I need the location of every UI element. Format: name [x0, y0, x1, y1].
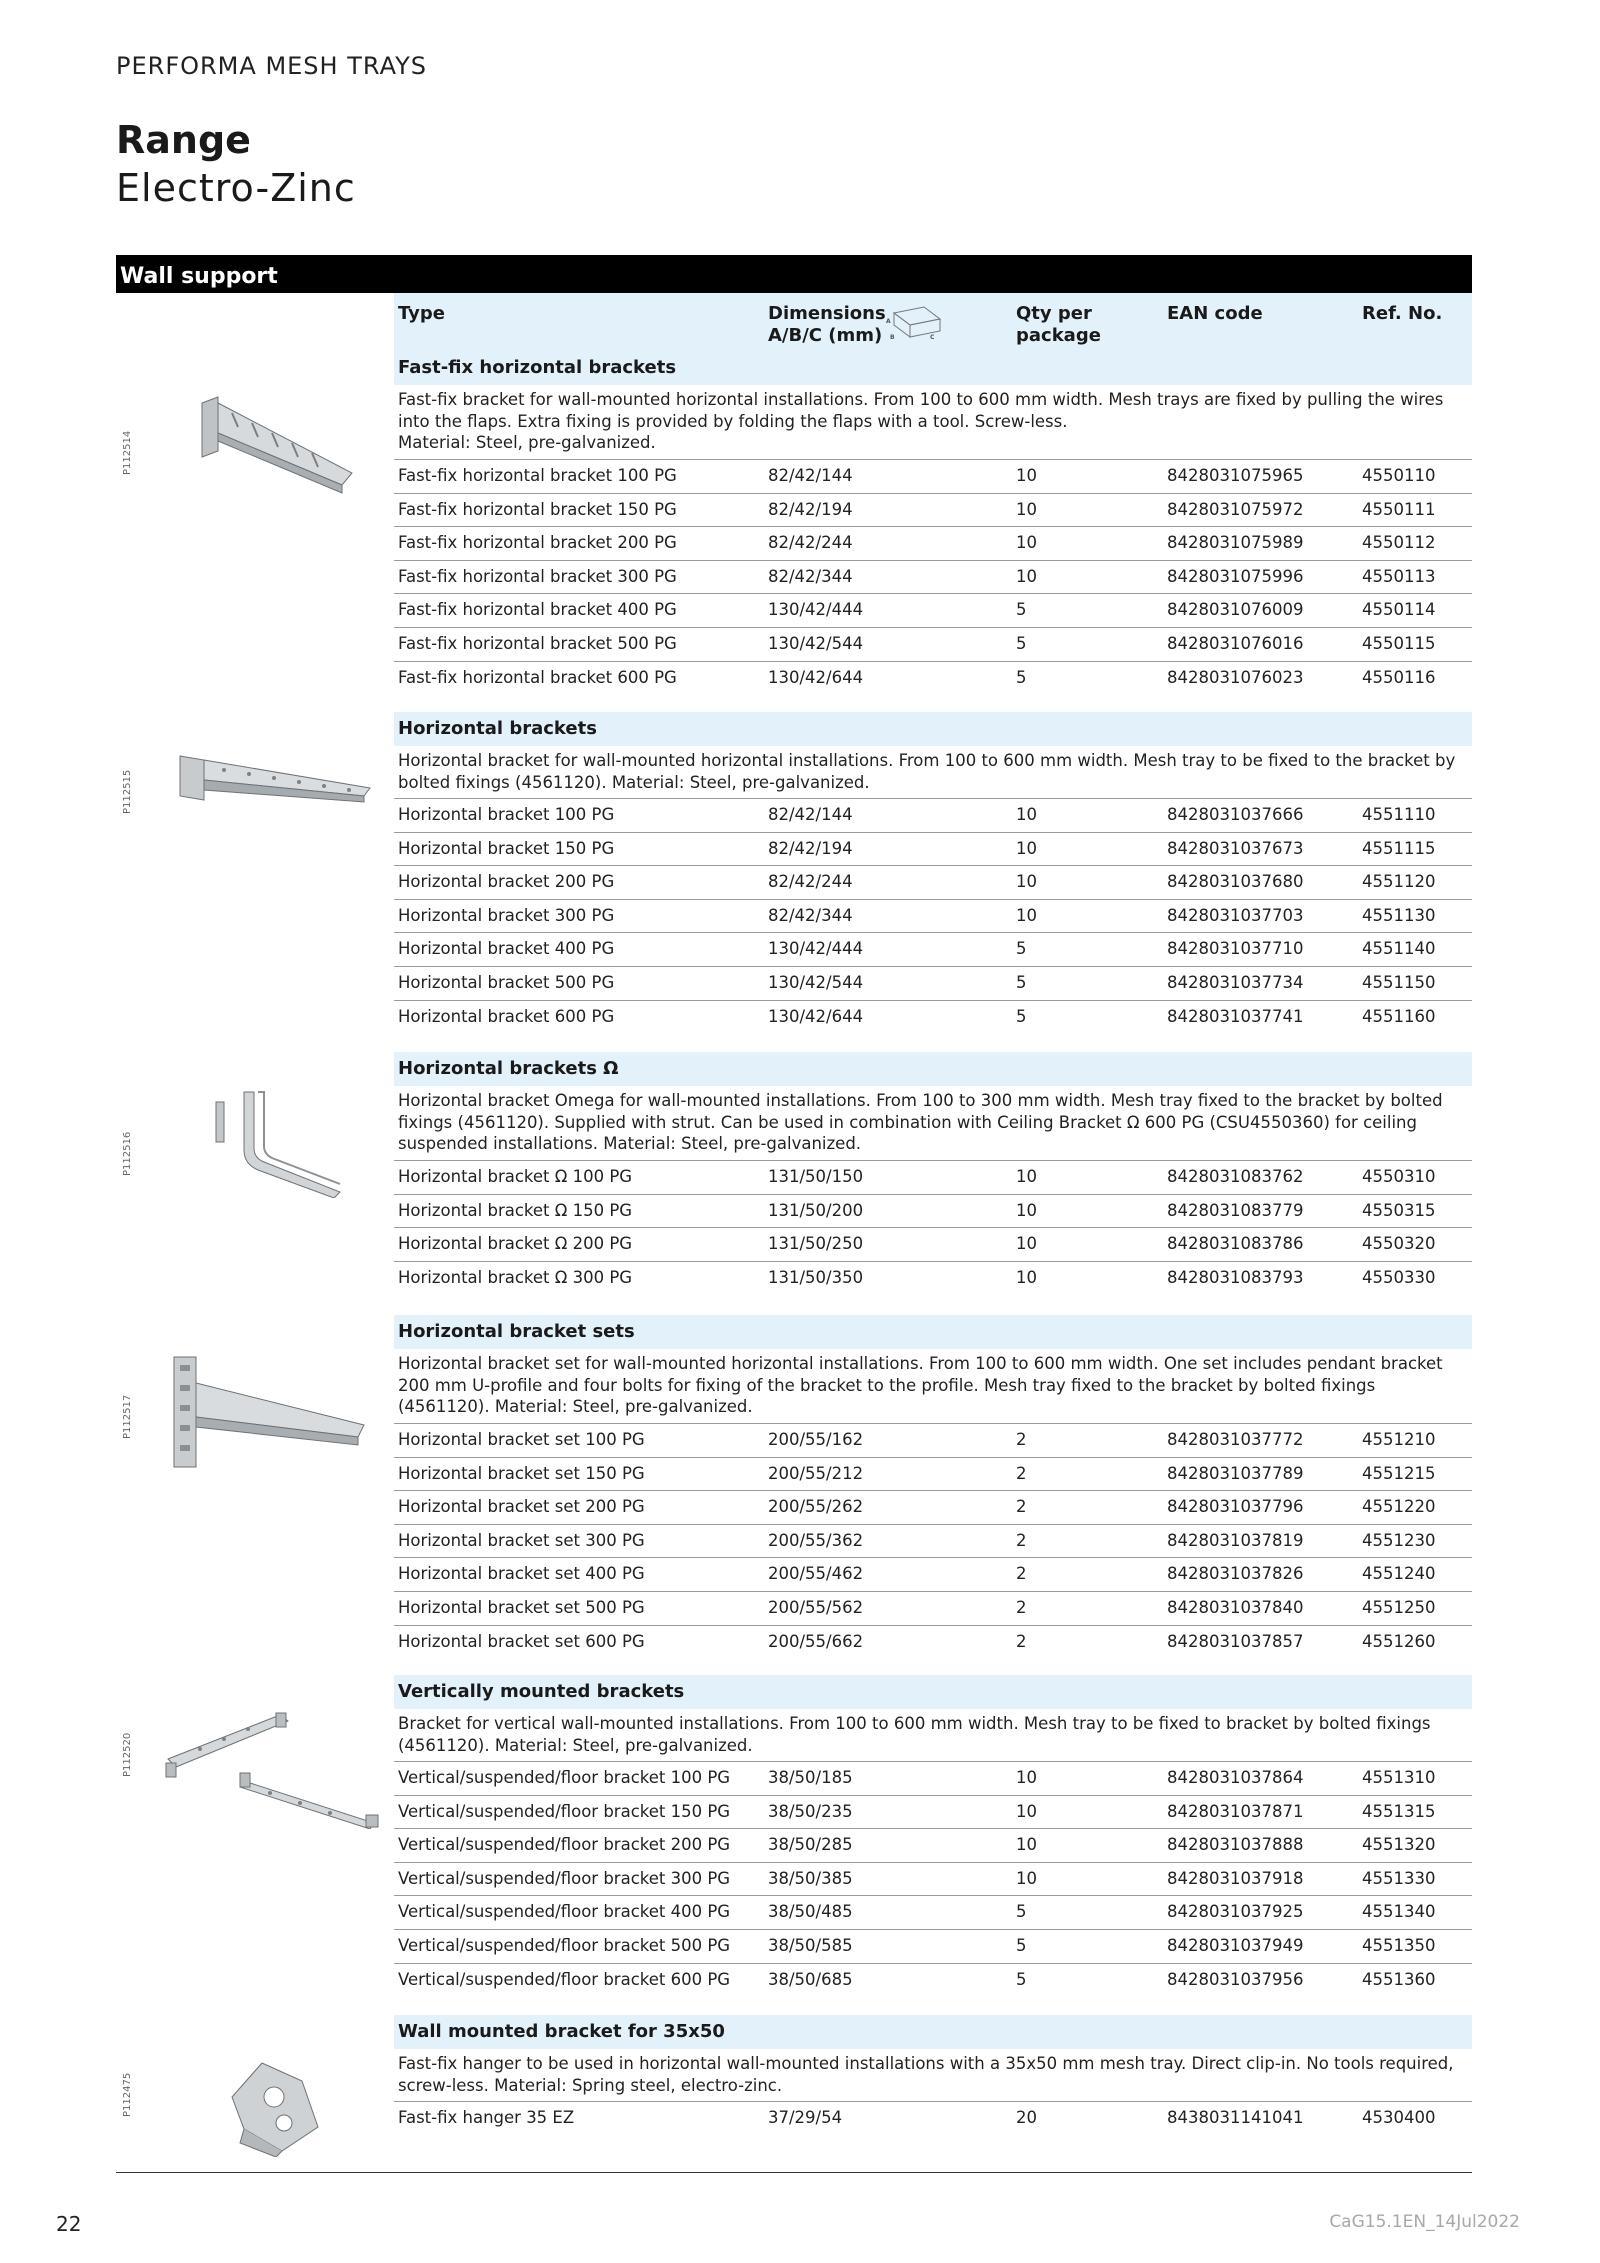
cell-qty: 10 [1016, 1835, 1037, 1855]
cell-type: Horizontal bracket set 600 PG [398, 1631, 645, 1651]
photo-code: P112514 [122, 430, 133, 475]
cell-ref: 4551260 [1362, 1631, 1436, 1651]
cell-dimensions: 38/50/585 [768, 1935, 853, 1955]
table-row [394, 526, 1472, 560]
product-table [394, 798, 1472, 1033]
table-row [394, 661, 1472, 695]
page-subtitle: Electro-Zinc [116, 166, 356, 210]
cell-ean: 8428031076023 [1167, 667, 1304, 687]
cell-type: Vertical/suspended/floor bracket 300 PG [398, 1868, 731, 1888]
product-image [168, 1353, 368, 1477]
table-row [394, 1423, 1472, 1457]
cell-ref: 4551215 [1362, 1463, 1436, 1483]
cell-ean: 8428031083786 [1167, 1234, 1304, 1254]
cell-ean: 8428031037956 [1167, 1969, 1304, 1989]
cell-dimensions: 130/42/444 [768, 939, 864, 959]
cell-ref: 4551330 [1362, 1868, 1436, 1888]
cell-type: Horizontal bracket set 200 PG [398, 1497, 645, 1517]
cell-dimensions: 200/55/562 [768, 1597, 864, 1617]
table-row [394, 1963, 1472, 1997]
table-row [394, 1761, 1472, 1795]
column-type: Type [398, 303, 445, 324]
cell-ean: 8428031037819 [1167, 1530, 1304, 1550]
cell-ref: 4550113 [1362, 566, 1436, 586]
cell-dimensions: 82/42/244 [768, 872, 853, 892]
column-dimensions: Dimensions A/B/C (mm) [768, 303, 886, 346]
cell-type: Vertical/suspended/floor bracket 500 PG [398, 1935, 731, 1955]
cell-ref: 4551350 [1362, 1935, 1436, 1955]
cell-qty: 5 [1016, 972, 1027, 992]
table-row [394, 1862, 1472, 1896]
cell-ref: 4550112 [1362, 533, 1436, 553]
cell-ean: 8428031037888 [1167, 1835, 1304, 1855]
group-title-text: Horizontal brackets Ω [398, 1058, 619, 1079]
cell-dimensions: 200/55/462 [768, 1564, 864, 1584]
cell-qty: 10 [1016, 1167, 1037, 1186]
table-row [394, 1160, 1472, 1194]
cell-ean: 8428031037789 [1167, 1463, 1304, 1483]
cell-type: Vertical/suspended/floor bracket 600 PG [398, 1969, 731, 1989]
cell-ref: 4551115 [1362, 838, 1436, 858]
product-table [394, 1160, 1472, 1294]
cell-ref: 4551240 [1362, 1564, 1436, 1584]
cell-dimensions: 131/50/350 [768, 1267, 864, 1287]
product-table [394, 1423, 1472, 1658]
cell-ean: 8428031083779 [1167, 1200, 1304, 1220]
cell-ref: 4551250 [1362, 1597, 1436, 1617]
cell-type: Horizontal bracket Ω 200 PG [398, 1234, 633, 1254]
table-row [394, 1625, 1472, 1659]
page-title: Range [116, 118, 251, 162]
cell-ean: 8428031037666 [1167, 805, 1304, 824]
photo-code: P112515 [122, 769, 133, 814]
product-table [394, 2101, 1472, 2135]
cell-dimensions: 38/50/485 [768, 1902, 853, 1922]
svg-text:C: C [930, 334, 935, 341]
cell-qty: 10 [1016, 805, 1037, 824]
product-table [394, 459, 1472, 694]
cell-qty: 5 [1016, 1902, 1027, 1922]
cell-type: Vertical/suspended/floor bracket 150 PG [398, 1801, 731, 1821]
cell-ref: 4550114 [1362, 600, 1436, 620]
svg-text:A: A [886, 318, 891, 325]
group-title [394, 2015, 1472, 2049]
footer-divider [116, 2172, 1472, 2173]
cell-type: Horizontal bracket 150 PG [398, 838, 615, 858]
cell-dimensions: 38/50/685 [768, 1969, 853, 1989]
table-row [394, 1000, 1472, 1034]
cell-ean: 8428031076016 [1167, 633, 1304, 653]
cell-qty: 10 [1016, 1768, 1037, 1787]
cell-ref: 4551110 [1362, 805, 1436, 824]
group-title [394, 712, 1472, 746]
group-title [394, 1675, 1472, 1709]
cell-ref: 4550115 [1362, 633, 1436, 653]
group-title-text: Wall mounted bracket for 35x50 [398, 2021, 725, 2042]
table-row [394, 493, 1472, 527]
cell-ean: 8428031037918 [1167, 1868, 1304, 1888]
cell-ean: 8428031075972 [1167, 499, 1304, 519]
cell-ref: 4550111 [1362, 499, 1436, 519]
cell-ref: 4550315 [1362, 1200, 1436, 1220]
cell-type: Fast-fix horizontal bracket 150 PG [398, 499, 677, 519]
table-row [394, 1524, 1472, 1558]
cell-ean: 8428031037840 [1167, 1597, 1304, 1617]
cell-dimensions: 130/42/544 [768, 972, 864, 992]
table-row [394, 1227, 1472, 1261]
cell-dimensions: 82/42/194 [768, 499, 853, 519]
cell-ean: 8428031037741 [1167, 1006, 1304, 1026]
table-row [394, 865, 1472, 899]
cell-qty: 10 [1016, 1267, 1037, 1287]
cell-ref: 4551150 [1362, 972, 1436, 992]
cell-ref: 4550310 [1362, 1167, 1436, 1186]
table-row [394, 1457, 1472, 1491]
cell-ean: 8428031037710 [1167, 939, 1304, 959]
product-table [394, 1761, 1472, 1996]
table-row [394, 627, 1472, 661]
photo-code: P112517 [122, 1394, 133, 1439]
table-row [394, 832, 1472, 866]
table-row [394, 560, 1472, 594]
table-row [394, 1490, 1472, 1524]
cell-dimensions: 82/42/344 [768, 905, 853, 925]
cell-type: Horizontal bracket 100 PG [398, 805, 615, 824]
product-image [200, 1088, 350, 1202]
cell-dimensions: 38/50/385 [768, 1868, 853, 1888]
cell-type: Fast-fix horizontal bracket 600 PG [398, 667, 677, 687]
cell-qty: 2 [1016, 1597, 1027, 1617]
cell-qty: 10 [1016, 1200, 1037, 1220]
cell-dimensions: 38/50/185 [768, 1768, 853, 1787]
cell-dimensions: 131/50/250 [768, 1234, 864, 1254]
cell-ref: 4551315 [1362, 1801, 1436, 1821]
cell-dimensions: 82/42/194 [768, 838, 853, 858]
group-description: Fast-fix bracket for wall-mounted horizontal installations. From 100 to 600 mm width. Mesh trays are fixed by pulling the wires into the flaps. Extra fixing is provided by folding the flaps with a tool. Screw-less. Material: Steel, pre-galvanized. [398, 390, 1444, 452]
cell-ref: 4551140 [1362, 939, 1436, 959]
photo-code: P112475 [122, 2072, 133, 2117]
column-ref: Ref. No. [1362, 303, 1443, 324]
cell-type: Horizontal bracket set 400 PG [398, 1564, 645, 1584]
cell-type: Vertical/suspended/floor bracket 400 PG [398, 1902, 731, 1922]
cell-type: Fast-fix hanger 35 EZ [398, 2108, 575, 2127]
cell-ean: 8428031037673 [1167, 838, 1304, 858]
cell-ref: 4551120 [1362, 872, 1436, 892]
cell-qty: 5 [1016, 667, 1027, 687]
cell-ref: 4551360 [1362, 1969, 1436, 1989]
cell-qty: 5 [1016, 600, 1027, 620]
cell-qty: 10 [1016, 533, 1037, 553]
cell-dimensions: 37/29/54 [768, 2108, 843, 2127]
photo-code: P112516 [122, 1131, 133, 1176]
cell-ean: 8428031037772 [1167, 1430, 1304, 1449]
table-row [394, 459, 1472, 493]
photo-code: P112520 [122, 1732, 133, 1777]
cell-dimensions: 200/55/362 [768, 1530, 864, 1550]
group-title [394, 1315, 1472, 1349]
cell-ean: 8428031037680 [1167, 872, 1304, 892]
cell-type: Horizontal bracket 600 PG [398, 1006, 615, 1026]
cell-ean: 8428031037857 [1167, 1631, 1304, 1651]
cell-dimensions: 130/42/544 [768, 633, 864, 653]
cell-qty: 10 [1016, 566, 1037, 586]
cell-dimensions: 38/50/285 [768, 1835, 853, 1855]
cell-dimensions: 131/50/200 [768, 1200, 864, 1220]
cell-qty: 10 [1016, 1234, 1037, 1254]
group-description: Fast-fix hanger to be used in horizontal wall-mounted installations with a 35x50 mm mesh tray. Direct clip-in. No tools required, screw-less. Material: Spring steel, electro-zinc. [398, 2054, 1454, 2095]
cell-ean: 8428031037734 [1167, 972, 1304, 992]
cell-type: Fast-fix horizontal bracket 200 PG [398, 533, 677, 553]
cell-qty: 10 [1016, 838, 1037, 858]
cell-qty: 5 [1016, 939, 1027, 959]
cell-ean: 8428031075965 [1167, 466, 1304, 485]
cell-ref: 4551310 [1362, 1768, 1436, 1787]
cell-type: Horizontal bracket 500 PG [398, 972, 615, 992]
cell-dimensions: 130/42/644 [768, 1006, 864, 1026]
cell-qty: 10 [1016, 466, 1037, 485]
cell-type: Vertical/suspended/floor bracket 200 PG [398, 1835, 731, 1855]
cell-ref: 4551210 [1362, 1430, 1436, 1449]
cell-type: Horizontal bracket 200 PG [398, 872, 615, 892]
cell-ean: 8428031075996 [1167, 566, 1304, 586]
table-row [394, 1591, 1472, 1625]
dimensions-diagram-icon [884, 305, 948, 341]
cell-qty: 5 [1016, 633, 1027, 653]
cell-ref: 4551220 [1362, 1497, 1436, 1517]
page-number: 22 [56, 2212, 82, 2236]
cell-type: Horizontal bracket set 150 PG [398, 1463, 645, 1483]
cell-ean: 8428031037703 [1167, 905, 1304, 925]
cell-dimensions: 82/42/144 [768, 805, 853, 824]
product-image [160, 1709, 390, 1833]
cell-ean: 8438031141041 [1167, 2108, 1304, 2127]
cell-ean: 8428031037826 [1167, 1564, 1304, 1584]
section-header: Wall support [116, 255, 1472, 293]
cell-qty: 2 [1016, 1463, 1027, 1483]
svg-text:B: B [890, 334, 895, 341]
cell-qty: 2 [1016, 1430, 1027, 1449]
cell-qty: 5 [1016, 1935, 1027, 1955]
cell-dimensions: 38/50/235 [768, 1801, 853, 1821]
column-qty: Qty per package [1016, 303, 1101, 346]
group-title [394, 351, 1472, 385]
group-description: Horizontal bracket for wall-mounted horizontal installations. From 100 to 600 mm width. Mesh tray to be fixed to the bracket by bolted fixings (4561120). Material: Steel, pre-galvanized. [398, 751, 1456, 792]
cell-ref: 4550330 [1362, 1267, 1436, 1287]
cell-dimensions: 131/50/150 [768, 1167, 864, 1186]
cell-type: Horizontal bracket Ω 300 PG [398, 1267, 633, 1287]
cell-qty: 20 [1016, 2108, 1037, 2127]
cell-type: Fast-fix horizontal bracket 100 PG [398, 466, 677, 485]
document-code: CaG15.1EN_14Jul2022 [1329, 2212, 1520, 2232]
cell-type: Fast-fix horizontal bracket 400 PG [398, 600, 677, 620]
cell-qty: 5 [1016, 1969, 1027, 1989]
cell-ref: 4551130 [1362, 905, 1436, 925]
cell-ref: 4550320 [1362, 1234, 1436, 1254]
cell-type: Horizontal bracket set 300 PG [398, 1530, 645, 1550]
group-title [394, 1052, 1472, 1086]
cell-ref: 4551230 [1362, 1530, 1436, 1550]
group-title-text: Horizontal brackets [398, 718, 597, 739]
cell-dimensions: 82/42/344 [768, 566, 853, 586]
column-ean: EAN code [1167, 303, 1263, 324]
cell-ean: 8428031037871 [1167, 1801, 1304, 1821]
cell-type: Horizontal bracket Ω 100 PG [398, 1167, 633, 1186]
cell-dimensions: 200/55/162 [768, 1430, 864, 1449]
table-row [394, 932, 1472, 966]
cell-dimensions: 200/55/262 [768, 1497, 864, 1517]
table-row [394, 966, 1472, 1000]
table-header [394, 293, 1472, 351]
group-description: Horizontal bracket Omega for wall-mounted installations. From 100 to 300 mm width. Mesh tray fixed to the bracket by bolted fixings (4561120). Supplied with strut. Can be used in combination with Ceiling Bracket Ω 600 PG (CSU4550360) for ceiling suspended installations. Material: Steel, pre-galvanized. [398, 1091, 1443, 1153]
cell-ean: 8428031037864 [1167, 1768, 1304, 1787]
table-row [394, 1795, 1472, 1829]
cell-qty: 10 [1016, 499, 1037, 519]
cell-ean: 8428031075989 [1167, 533, 1304, 553]
product-image [192, 393, 362, 507]
cell-qty: 10 [1016, 872, 1037, 892]
cell-qty: 2 [1016, 1631, 1027, 1651]
product-image [222, 2057, 332, 2161]
cell-dimensions: 200/55/212 [768, 1463, 864, 1483]
cell-qty: 10 [1016, 1801, 1037, 1821]
cell-ref: 4550116 [1362, 667, 1436, 687]
cell-qty: 2 [1016, 1497, 1027, 1517]
cell-qty: 5 [1016, 1006, 1027, 1026]
cell-ref: 4551320 [1362, 1835, 1436, 1855]
cell-type: Horizontal bracket 300 PG [398, 905, 615, 925]
cell-dimensions: 200/55/662 [768, 1631, 864, 1651]
cell-type: Fast-fix horizontal bracket 300 PG [398, 566, 677, 586]
product-image [174, 750, 374, 824]
cell-type: Horizontal bracket set 100 PG [398, 1430, 645, 1449]
table-row [394, 1895, 1472, 1929]
cell-type: Horizontal bracket Ω 150 PG [398, 1200, 633, 1220]
cell-ref: 4551340 [1362, 1902, 1436, 1922]
cell-type: Horizontal bracket set 500 PG [398, 1597, 645, 1617]
table-row [394, 1261, 1472, 1295]
cell-ean: 8428031083762 [1167, 1167, 1304, 1186]
table-row [394, 798, 1472, 832]
table-row [394, 1557, 1472, 1591]
cell-qty: 10 [1016, 905, 1037, 925]
cell-dimensions: 82/42/144 [768, 466, 853, 485]
table-row [394, 1194, 1472, 1228]
group-title-text: Horizontal bracket sets [398, 1321, 635, 1342]
cell-type: Horizontal bracket 400 PG [398, 939, 615, 959]
cell-dimensions: 130/42/444 [768, 600, 864, 620]
group-title-text: Vertically mounted brackets [398, 1681, 685, 1702]
cell-dimensions: 130/42/644 [768, 667, 864, 687]
cell-ref: 4530400 [1362, 2108, 1436, 2127]
cell-qty: 10 [1016, 1868, 1037, 1888]
cell-ref: 4551160 [1362, 1006, 1436, 1026]
cell-ean: 8428031037796 [1167, 1497, 1304, 1517]
cell-ean: 8428031076009 [1167, 600, 1304, 620]
table-row [394, 2101, 1472, 2135]
table-row [394, 1828, 1472, 1862]
brand-label: PERFORMA MESH TRAYS [116, 52, 428, 80]
table-row [394, 899, 1472, 933]
table-row [394, 1929, 1472, 1963]
group-description: Horizontal bracket set for wall-mounted horizontal installations. From 100 to 600 mm width. One set includes pendant bracket 200 mm U-profile and four bolts for fixing of the bracket to the profile. Mesh tray fixed to the bracket by bolted fixings (4561120). Material: Steel, pre-galvanized. [398, 1354, 1443, 1416]
cell-dimensions: 82/42/244 [768, 533, 853, 553]
cell-type: Vertical/suspended/floor bracket 100 PG [398, 1768, 731, 1787]
table-row [394, 593, 1472, 627]
cell-ean: 8428031037925 [1167, 1902, 1304, 1922]
cell-type: Fast-fix horizontal bracket 500 PG [398, 633, 677, 653]
cell-qty: 2 [1016, 1530, 1027, 1550]
cell-qty: 2 [1016, 1564, 1027, 1584]
group-description: Bracket for vertical wall-mounted installations. From 100 to 600 mm width. Mesh tray to be fixed to bracket by bolted fixings (4561120). Material: Steel, pre-galvanized. [398, 1714, 1431, 1755]
cell-ean: 8428031083793 [1167, 1267, 1304, 1287]
group-title-text: Fast-fix horizontal brackets [398, 357, 677, 378]
cell-ref: 4550110 [1362, 466, 1436, 485]
cell-ean: 8428031037949 [1167, 1935, 1304, 1955]
